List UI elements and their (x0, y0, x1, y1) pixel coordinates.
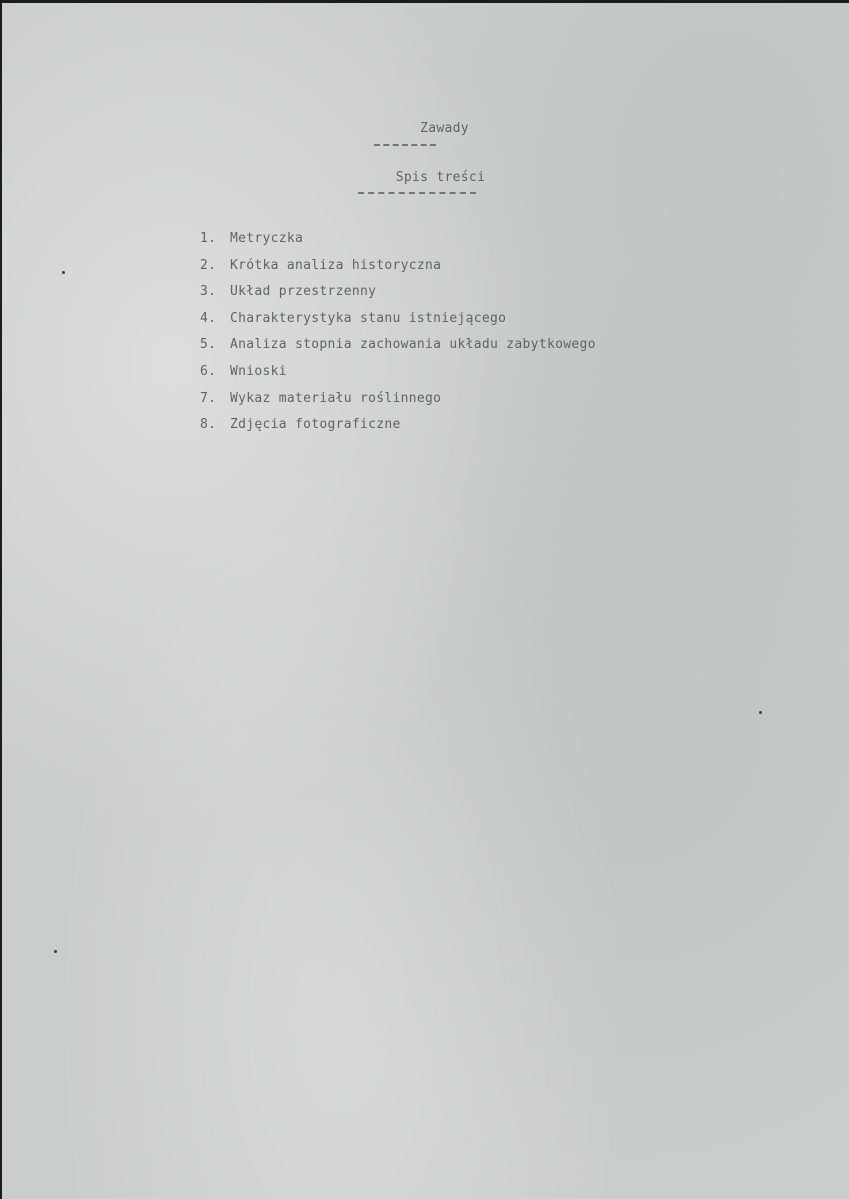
toc-item-number: 8. (200, 417, 217, 433)
title-underline (374, 144, 436, 146)
toc-item (200, 311, 596, 338)
toc-item-number: 2. (200, 257, 217, 273)
toc-item-label: Charakterystyka stanu istniejącego (230, 310, 507, 326)
toc-item (200, 284, 596, 311)
toc-item-label: Zdjęcia fotograficzne (230, 417, 401, 433)
toc-item-label: Analiza stopnia zachowania układu zabytkowego (230, 337, 596, 353)
toc-item (200, 231, 596, 258)
toc-item-number: 5. (200, 337, 217, 353)
toc-item (200, 364, 596, 391)
toc-heading-underline (358, 192, 476, 194)
toc-item (200, 337, 596, 364)
toc-heading: Spis treści (395, 170, 486, 185)
toc-item-label: Wykaz materiału roślinnego (230, 390, 442, 406)
toc-item (200, 258, 596, 285)
toc-item-number: 4. (200, 310, 217, 326)
table-of-contents (200, 231, 596, 444)
paper-speck (54, 950, 57, 953)
paper-speck (62, 271, 65, 274)
toc-item (200, 391, 596, 418)
toc-item-number: 3. (200, 284, 217, 300)
toc-item-label: Metryczka (230, 231, 304, 246)
toc-item (200, 417, 596, 444)
toc-item-label: Wnioski (230, 363, 287, 379)
toc-item-number: 1. (200, 231, 217, 246)
toc-item-label: Układ przestrzenny (230, 284, 377, 300)
toc-item-number: 7. (200, 390, 217, 406)
toc-item-label: Krótka analiza historyczna (230, 257, 442, 273)
paper-speck (759, 711, 762, 714)
toc-item-number: 6. (200, 363, 217, 379)
document-title: Zawady (420, 121, 469, 136)
